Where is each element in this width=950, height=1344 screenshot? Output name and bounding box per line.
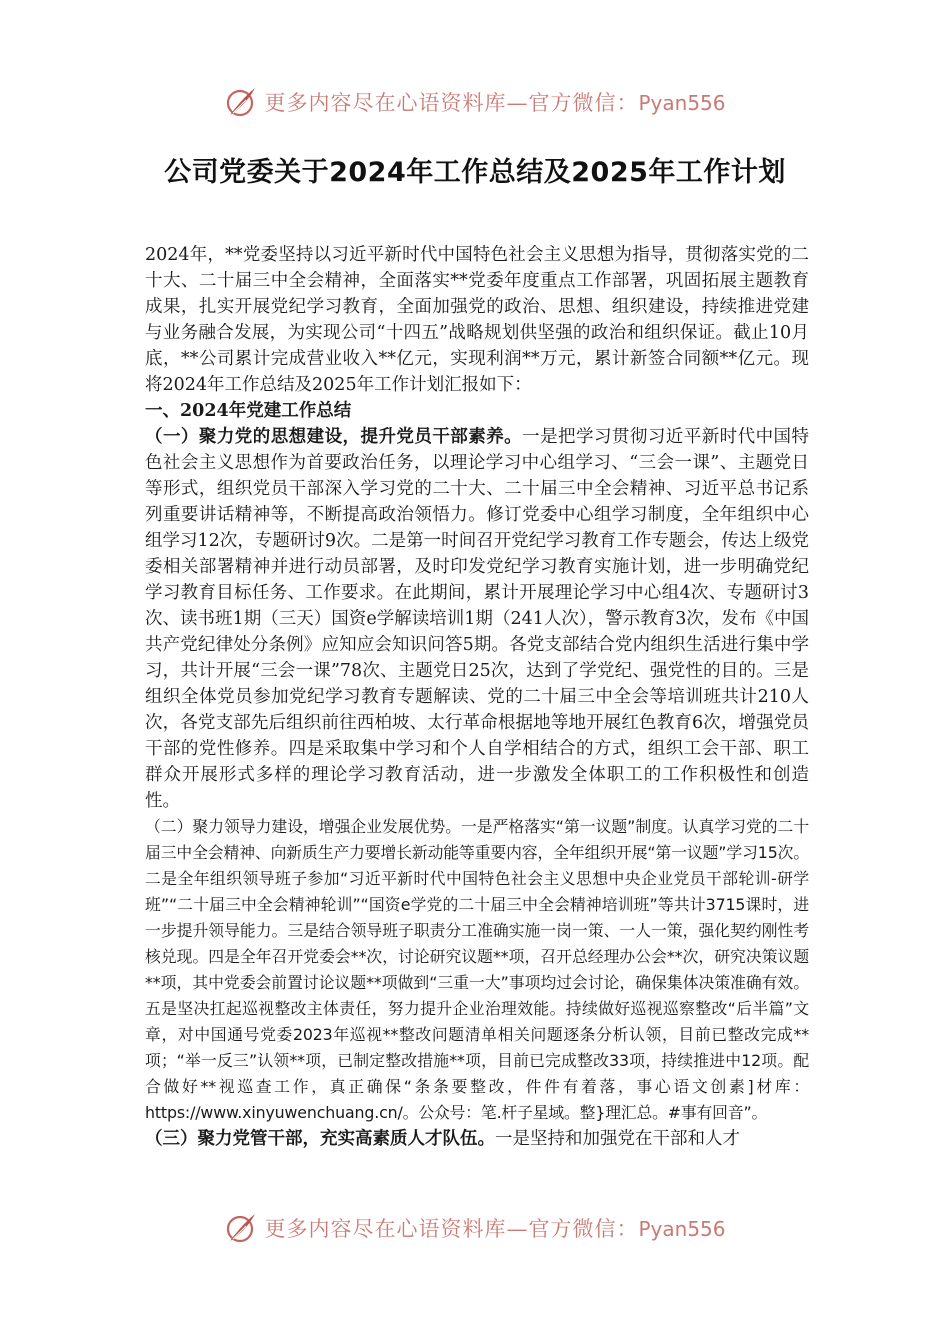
- paragraph-item-3: [145, 1126, 809, 1152]
- section-heading-1: 一、2024年党建工作总结: [145, 401, 352, 421]
- quill-pen-logo-icon: [224, 1211, 258, 1245]
- document-title: 公司党委关于2024年工作总结及2025年工作计划: [164, 157, 786, 188]
- watermark-text: 更多内容尽在心语资料库—官方微信：Pyan556: [264, 91, 726, 115]
- item-1-body: 一是把学习贯彻习近平新时代中国特色社会主义思想作为首要政治任务，以理论学习中心组学习、“三会一课”、主题党日等形式，组织党员干部深入学习党的二十大、二十届三中全会精神、习近平总书记系列重要讲话精神等，不断提高政治领悟力。修订党委中心组学习制度，全年组织中心组学习12次，专题研讨9次。二是第一时间召开党纪学习教育工作专题会，传达上级党委相关部署精神并进行动员部署，及时印发党纪学习教育实施计划，进一步明确党纪学习教育目标任务、工作要求。在此期间，累计开展理论学习中心组4次、专题研讨3次、读书班1期（三天）国资e学解读培训1期（241人次），警示教育3次，发布《中国共产党纪律处分条例》应知应会知识问答5期。各党支部结合党内组织生活进行集中学习，共计开展“三会一课”78次、主题党日25次，达到了学党纪、强党性的目的。三是组织全体党员参加党纪学习教育专题解读、党的二十届三中全会等培训班共计210人次，各党支部先后组织前往西柏坡、太行革命根据地等地开展红色教育6次，增强党员干部的党性修养。四是采取集中学习和个人自学相结合的方式，组织工会干部、职工群众开展形式多样的理论学习教育活动，进一步激发全体职工的工作积极性和创造性。: [145, 427, 809, 811]
- paragraph-item-1: [145, 424, 809, 814]
- watermark-banner-bottom: [0, 1208, 950, 1248]
- item-1-heading: （一）聚力党的思想建设，提升党员干部素养。: [145, 427, 523, 447]
- watermark-banner-top: [0, 82, 950, 122]
- paragraph-item-2: （二）聚力领导力建设，增强企业发展优势。一是严格落实“第一议题”制度。认真学习党的二十届三中全会精神、向新质生产力要增长新动能等重要内容，全年组织开展“第一议题”学习15次。二是全年组织领导班子参加“习近平新时代中国特色社会主义思想中央企业党员干部轮训-研学班”“二十届三中全会精神轮训”“国资e学党的二十届三中全会精神培训班”等共计3715课时，进一步提升领导能力。三是结合领导班子职责分工准确实施一岗一策、一人一策，强化契约刚性考核兑现。四是全年召开党委会**次，讨论研究议题**项，召开总经理办公会**次，研究决策议题**项，其中党委会前置讨论议题**项做到“三重一大”事项均过会讨论，确保集体决策准确有效。五是坚决扛起巡视整改主体责任，努力提升企业治理效能。持续做好巡视巡察整改“后半篇”文章，对中国通号党委2023年巡视**整改问题清单相关问题逐条分析认领，目前已整改完成**项；“举一反三”认领**项，已制定整改措施**项，目前已完成整改33项，持续推进中12项。配合做好**视巡查工作，真正确保“条条要整改，件件有着落，事心语文创素]材库：https://www.xinyuwenchuang.cn/。公众号：笔.杆子星域。整}理汇总。#事有回音”。: [145, 817, 809, 1122]
- watermark-text: 更多内容尽在心语资料库—官方微信：Pyan556: [264, 1217, 726, 1241]
- quill-pen-logo-icon: [224, 85, 258, 119]
- item-3-body: 一是坚持和加强党在干部和人才: [495, 1129, 740, 1149]
- document-body: [145, 242, 809, 1152]
- item-3-heading: （三）聚力党管干部，充实高素质人才队伍。: [145, 1129, 495, 1149]
- intro-paragraph: 2024年，**党委坚持以习近平新时代中国特色社会主义思想为指导，贯彻落实党的二十大、二十届三中全会精神，全面落实**党委年度重点工作部署，巩固拓展主题教育成果，扎实开展党纪学习教育，全面加强党的政治、思想、组织建设，持续推进党建与业务融合发展，为实现公司“十四五”战略规划供坚强的政治和组织保证。截止10月底，**公司累计完成营业收入**亿元，实现利润**万元，累计新签合同额**亿元。现将2024年工作总结及2025年工作计划汇报如下：: [145, 245, 809, 395]
